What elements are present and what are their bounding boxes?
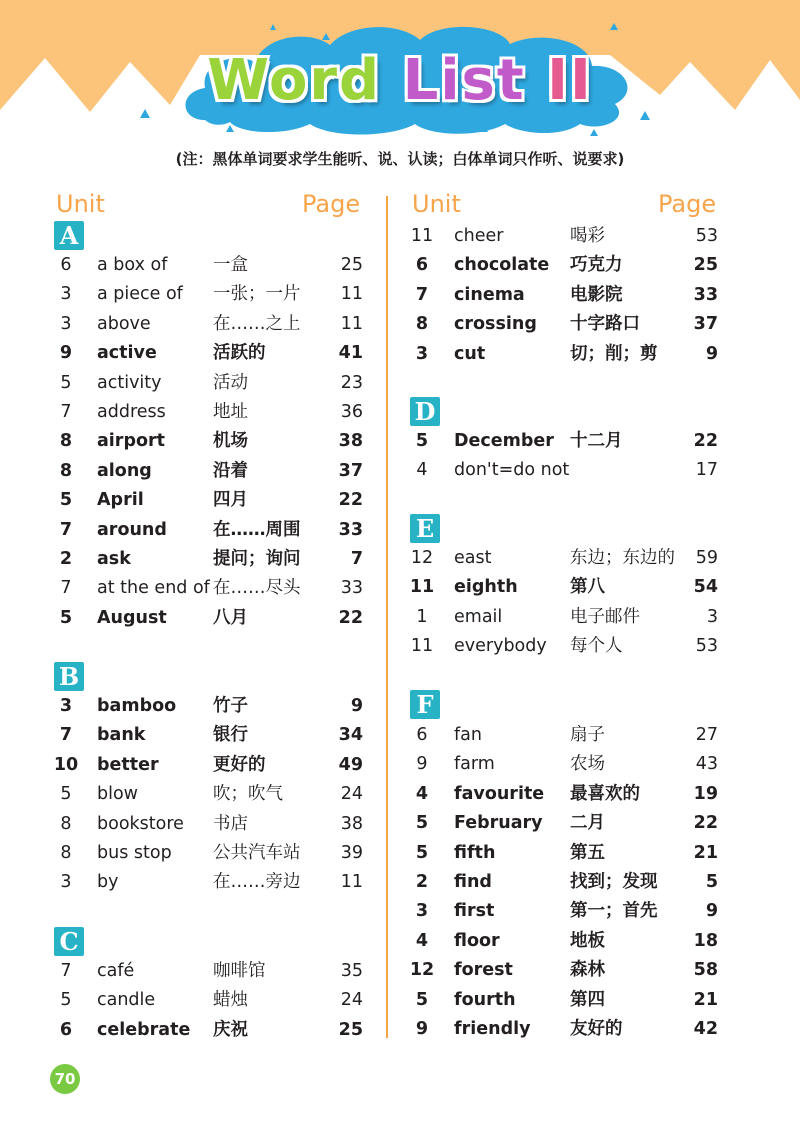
entry-unit: 10 <box>53 754 79 775</box>
entry-meaning: 在……旁边 <box>213 872 301 893</box>
word-entry <box>0 750 800 779</box>
section-letter-e: E <box>410 514 440 543</box>
entry-meaning: 蜡烛 <box>213 990 248 1011</box>
entry-page: 24 <box>340 784 363 805</box>
entry-meaning: 第五 <box>570 842 605 863</box>
entry-page: 11 <box>340 313 363 334</box>
entry-meaning: 活跃的 <box>213 343 266 364</box>
entry-unit: 9 <box>59 343 73 364</box>
entry-page: 33 <box>340 578 363 599</box>
entry-page: 22 <box>693 813 718 834</box>
entry-page: 49 <box>338 754 363 775</box>
entry-unit: 7 <box>60 961 72 981</box>
entry-word: bookstore <box>97 813 184 834</box>
entry-unit: 12 <box>409 960 435 981</box>
entry-unit: 4 <box>415 930 429 951</box>
word-entry <box>0 486 800 515</box>
entry-word: address <box>97 402 166 422</box>
entry-unit: 5 <box>59 607 73 628</box>
entry-unit: 6 <box>59 1019 73 1040</box>
entry-meaning: 最喜欢的 <box>570 783 640 804</box>
entry-page: 37 <box>338 460 363 481</box>
entry-meaning: 公共汽车站 <box>213 843 301 863</box>
word-entry <box>0 281 800 310</box>
page-title <box>0 48 800 113</box>
entry-unit: 12 <box>410 548 434 568</box>
right-page-header: Page <box>658 190 717 218</box>
word-entry <box>0 632 800 661</box>
word-entry <box>0 809 800 838</box>
entry-word: airport <box>97 431 165 452</box>
word-entry <box>0 544 800 573</box>
section-letter-f: F <box>410 690 440 719</box>
word-entry <box>0 721 800 750</box>
entry-meaning: 电影院 <box>570 284 623 305</box>
entry-word: friendly <box>454 1019 531 1039</box>
word-entry <box>0 573 800 602</box>
entry-unit: 5 <box>415 842 429 863</box>
word-entry <box>0 927 800 956</box>
entry-page: 53 <box>695 636 718 657</box>
entry-word: February <box>454 813 543 834</box>
entry-page: 19 <box>693 783 718 804</box>
section-letter-a: A <box>54 221 84 250</box>
entry-page: 38 <box>340 813 363 834</box>
entry-word: activity <box>97 372 162 393</box>
entry-meaning: 二月 <box>570 813 605 834</box>
entry-unit: 4 <box>416 460 428 481</box>
entry-unit: 11 <box>410 636 434 657</box>
word-entry <box>0 780 800 809</box>
entry-page: 33 <box>338 519 363 540</box>
entry-unit: 5 <box>60 990 72 1011</box>
entry-word: east <box>454 548 492 568</box>
entry-unit: 3 <box>60 872 72 893</box>
entry-word: cheer <box>454 226 504 246</box>
entry-meaning: 地址 <box>213 402 248 422</box>
entry-meaning: 找到；发现 <box>570 872 658 892</box>
entry-page: 25 <box>338 1019 363 1040</box>
entry-meaning: 十字路口 <box>570 314 640 335</box>
entry-page: 22 <box>338 607 363 628</box>
entry-word: August <box>97 607 167 628</box>
entry-meaning: 喝彩 <box>570 226 605 246</box>
entry-word: eighth <box>454 577 518 598</box>
entry-unit: 6 <box>60 255 72 275</box>
entry-page: 41 <box>338 343 363 364</box>
word-entry <box>0 868 800 897</box>
entry-meaning: 在……尽头 <box>213 578 301 599</box>
entry-meaning: 机场 <box>213 431 248 452</box>
entry-word: better <box>97 754 159 775</box>
entry-unit: 5 <box>60 784 72 805</box>
section-letter-c: C <box>54 927 84 956</box>
entry-meaning: 竹子 <box>213 696 248 716</box>
entry-unit: 5 <box>60 372 72 393</box>
entry-meaning: 电子邮件 <box>570 606 640 627</box>
entry-word: cut <box>454 343 486 364</box>
entry-word: bus stop <box>97 843 172 863</box>
entry-page: 25 <box>693 255 718 276</box>
entry-word: candle <box>97 990 156 1011</box>
entry-page: 42 <box>693 1019 718 1039</box>
entry-unit: 5 <box>59 490 73 511</box>
entry-meaning: 农场 <box>570 754 605 775</box>
entry-meaning: 提问；询问 <box>213 549 301 569</box>
entry-word: crossing <box>454 314 537 335</box>
entry-unit: 8 <box>59 460 73 481</box>
entry-page: 9 <box>705 901 718 922</box>
entry-unit: 3 <box>60 284 72 305</box>
entry-page: 22 <box>338 490 363 511</box>
entry-word: bank <box>97 725 146 746</box>
left-page-header: Page <box>302 190 361 218</box>
word-entry <box>0 692 800 721</box>
entry-unit: 5 <box>415 431 429 451</box>
word-entry <box>0 956 800 985</box>
entry-word: fourth <box>454 989 516 1010</box>
word-entry <box>0 310 800 339</box>
entry-page: 5 <box>705 872 718 892</box>
title-word-3: II <box>547 48 593 113</box>
entry-page: 23 <box>340 372 363 393</box>
entry-page: 9 <box>350 696 363 716</box>
entry-word: active <box>97 343 157 364</box>
triangle-decor-3 <box>590 129 598 136</box>
word-entry <box>0 398 800 427</box>
entry-word: farm <box>454 754 495 775</box>
entry-meaning: 切；削；剪 <box>570 343 658 364</box>
entry-page: 27 <box>695 725 718 745</box>
triangle-decor-2 <box>226 125 234 132</box>
entry-meaning: 一盒 <box>213 255 248 275</box>
entry-meaning: 银行 <box>213 725 248 746</box>
entry-unit: 5 <box>415 989 429 1010</box>
entry-meaning: 森林 <box>570 960 605 981</box>
entry-meaning: 地板 <box>570 930 605 951</box>
entry-word: floor <box>454 930 500 951</box>
entry-page: 43 <box>695 754 718 775</box>
entry-word: cinema <box>454 284 525 305</box>
right-unit-header: Unit <box>412 190 461 218</box>
entry-unit: 6 <box>416 725 428 745</box>
entry-unit: 2 <box>59 549 73 569</box>
entry-word: December <box>454 431 554 451</box>
entry-unit: 9 <box>415 1019 429 1039</box>
entry-meaning: 第一；首先 <box>570 901 658 922</box>
entry-meaning: 咖啡馆 <box>213 961 266 981</box>
entry-page: 53 <box>695 226 718 246</box>
entry-meaning: 巧克力 <box>570 255 623 276</box>
entry-word: café <box>97 961 135 981</box>
entry-unit: 11 <box>410 226 434 246</box>
page-number-badge: 70 <box>50 1064 80 1094</box>
entry-word: April <box>97 490 144 511</box>
entry-unit: 8 <box>415 314 429 335</box>
entry-unit: 7 <box>60 402 72 422</box>
entry-word: celebrate <box>97 1019 191 1040</box>
entry-word: everybody <box>454 636 547 657</box>
entry-word: above <box>97 313 151 334</box>
word-entry <box>0 897 800 926</box>
section-letter-d: D <box>410 397 440 426</box>
word-entry <box>0 986 800 1015</box>
entry-unit: 8 <box>59 431 73 452</box>
entry-unit: 3 <box>415 901 429 922</box>
entry-word: a piece of <box>97 284 183 305</box>
entry-meaning: 每个人 <box>570 636 623 657</box>
entry-word: around <box>97 519 167 540</box>
entry-page: 3 <box>706 606 718 627</box>
entry-meaning: 更好的 <box>213 754 266 775</box>
entry-meaning: 书店 <box>213 813 248 834</box>
entry-page: 25 <box>340 255 363 275</box>
entry-unit: 8 <box>60 843 72 863</box>
word-entry <box>0 456 800 485</box>
entry-page: 9 <box>705 343 718 364</box>
entry-meaning: 在……之上 <box>213 313 301 334</box>
entry-word: ask <box>97 549 131 569</box>
word-entry <box>0 839 800 868</box>
entry-unit: 9 <box>416 754 428 775</box>
entry-page: 21 <box>693 989 718 1010</box>
entry-unit: 11 <box>409 577 435 598</box>
entry-meaning: 庆祝 <box>213 1019 248 1040</box>
entry-page: 54 <box>693 577 718 598</box>
entry-unit: 3 <box>415 343 429 364</box>
word-entry <box>0 369 800 398</box>
entry-meaning: 东边；东边的 <box>570 548 675 568</box>
entry-word: email <box>454 606 503 627</box>
entry-meaning: 一张；一片 <box>213 284 301 305</box>
entry-page: 33 <box>693 284 718 305</box>
entry-page: 22 <box>693 431 718 451</box>
entry-meaning: 在……周围 <box>213 519 301 540</box>
entry-meaning: 吹；吹气 <box>213 784 283 805</box>
entry-meaning: 沿着 <box>213 460 248 481</box>
entry-meaning: 八月 <box>213 607 248 628</box>
entry-word: fan <box>454 725 482 745</box>
entry-page: 7 <box>350 549 363 569</box>
entry-unit: 1 <box>416 606 428 627</box>
entry-unit: 7 <box>60 578 72 599</box>
word-entry <box>0 516 800 545</box>
entry-page: 39 <box>340 843 363 863</box>
word-entry <box>0 340 800 369</box>
usage-note: (注：黑体单词要求学生能听、说、认读；白体单词只作听、说要求) <box>175 150 625 168</box>
entry-meaning: 友好的 <box>570 1019 623 1039</box>
entry-word: a box of <box>97 255 168 275</box>
entry-unit: 8 <box>60 813 72 834</box>
word-entry <box>0 427 800 456</box>
entry-page: 24 <box>340 990 363 1011</box>
entry-word: bamboo <box>97 696 177 716</box>
entry-meaning: 第四 <box>570 989 605 1010</box>
entry-unit: 2 <box>415 872 429 892</box>
entry-meaning: 四月 <box>213 490 248 511</box>
entry-page: 21 <box>693 842 718 863</box>
entry-word: along <box>97 460 152 481</box>
entry-word: fifth <box>454 842 496 863</box>
entry-page: 11 <box>340 872 363 893</box>
entry-word: chocolate <box>454 255 550 276</box>
entry-page: 35 <box>340 961 363 981</box>
entry-unit: 7 <box>59 725 73 746</box>
word-entry <box>0 251 800 280</box>
left-unit-header: Unit <box>56 190 105 218</box>
entry-word: at the end of <box>97 578 210 599</box>
entry-page: 38 <box>338 431 363 452</box>
entry-meaning: 扇子 <box>570 725 605 745</box>
word-entry <box>0 603 800 632</box>
entry-page: 59 <box>695 548 718 568</box>
entry-page: 18 <box>693 930 718 951</box>
entry-meaning: 十二月 <box>570 431 623 451</box>
entry-unit: 7 <box>415 284 429 305</box>
word-entry <box>0 222 800 251</box>
section-letter-b: B <box>54 662 84 691</box>
entry-word: first <box>454 901 495 922</box>
word-entry <box>0 1015 800 1044</box>
entry-page: 36 <box>340 402 363 422</box>
entry-page: 11 <box>340 284 363 305</box>
entry-unit: 6 <box>415 255 429 276</box>
title-word-2: List <box>402 48 526 113</box>
entry-meaning: 活动 <box>213 372 248 393</box>
entry-unit: 7 <box>59 519 73 540</box>
entry-word: find <box>454 872 492 892</box>
entry-meaning: 第八 <box>570 577 605 598</box>
entry-unit: 3 <box>59 696 73 716</box>
entry-page: 34 <box>338 725 363 746</box>
entry-word: favourite <box>454 783 545 804</box>
entry-page: 17 <box>695 460 718 481</box>
entry-word: forest <box>454 960 513 981</box>
entry-word: blow <box>97 784 138 805</box>
entry-page: 58 <box>693 960 718 981</box>
entry-word: don't=do not <box>454 460 570 481</box>
entry-unit: 4 <box>415 783 429 804</box>
entry-word: by <box>97 872 119 893</box>
title-word-1: Word <box>207 48 382 113</box>
entry-unit: 5 <box>415 813 429 834</box>
entry-unit: 3 <box>60 313 72 334</box>
entry-page: 37 <box>693 314 718 335</box>
